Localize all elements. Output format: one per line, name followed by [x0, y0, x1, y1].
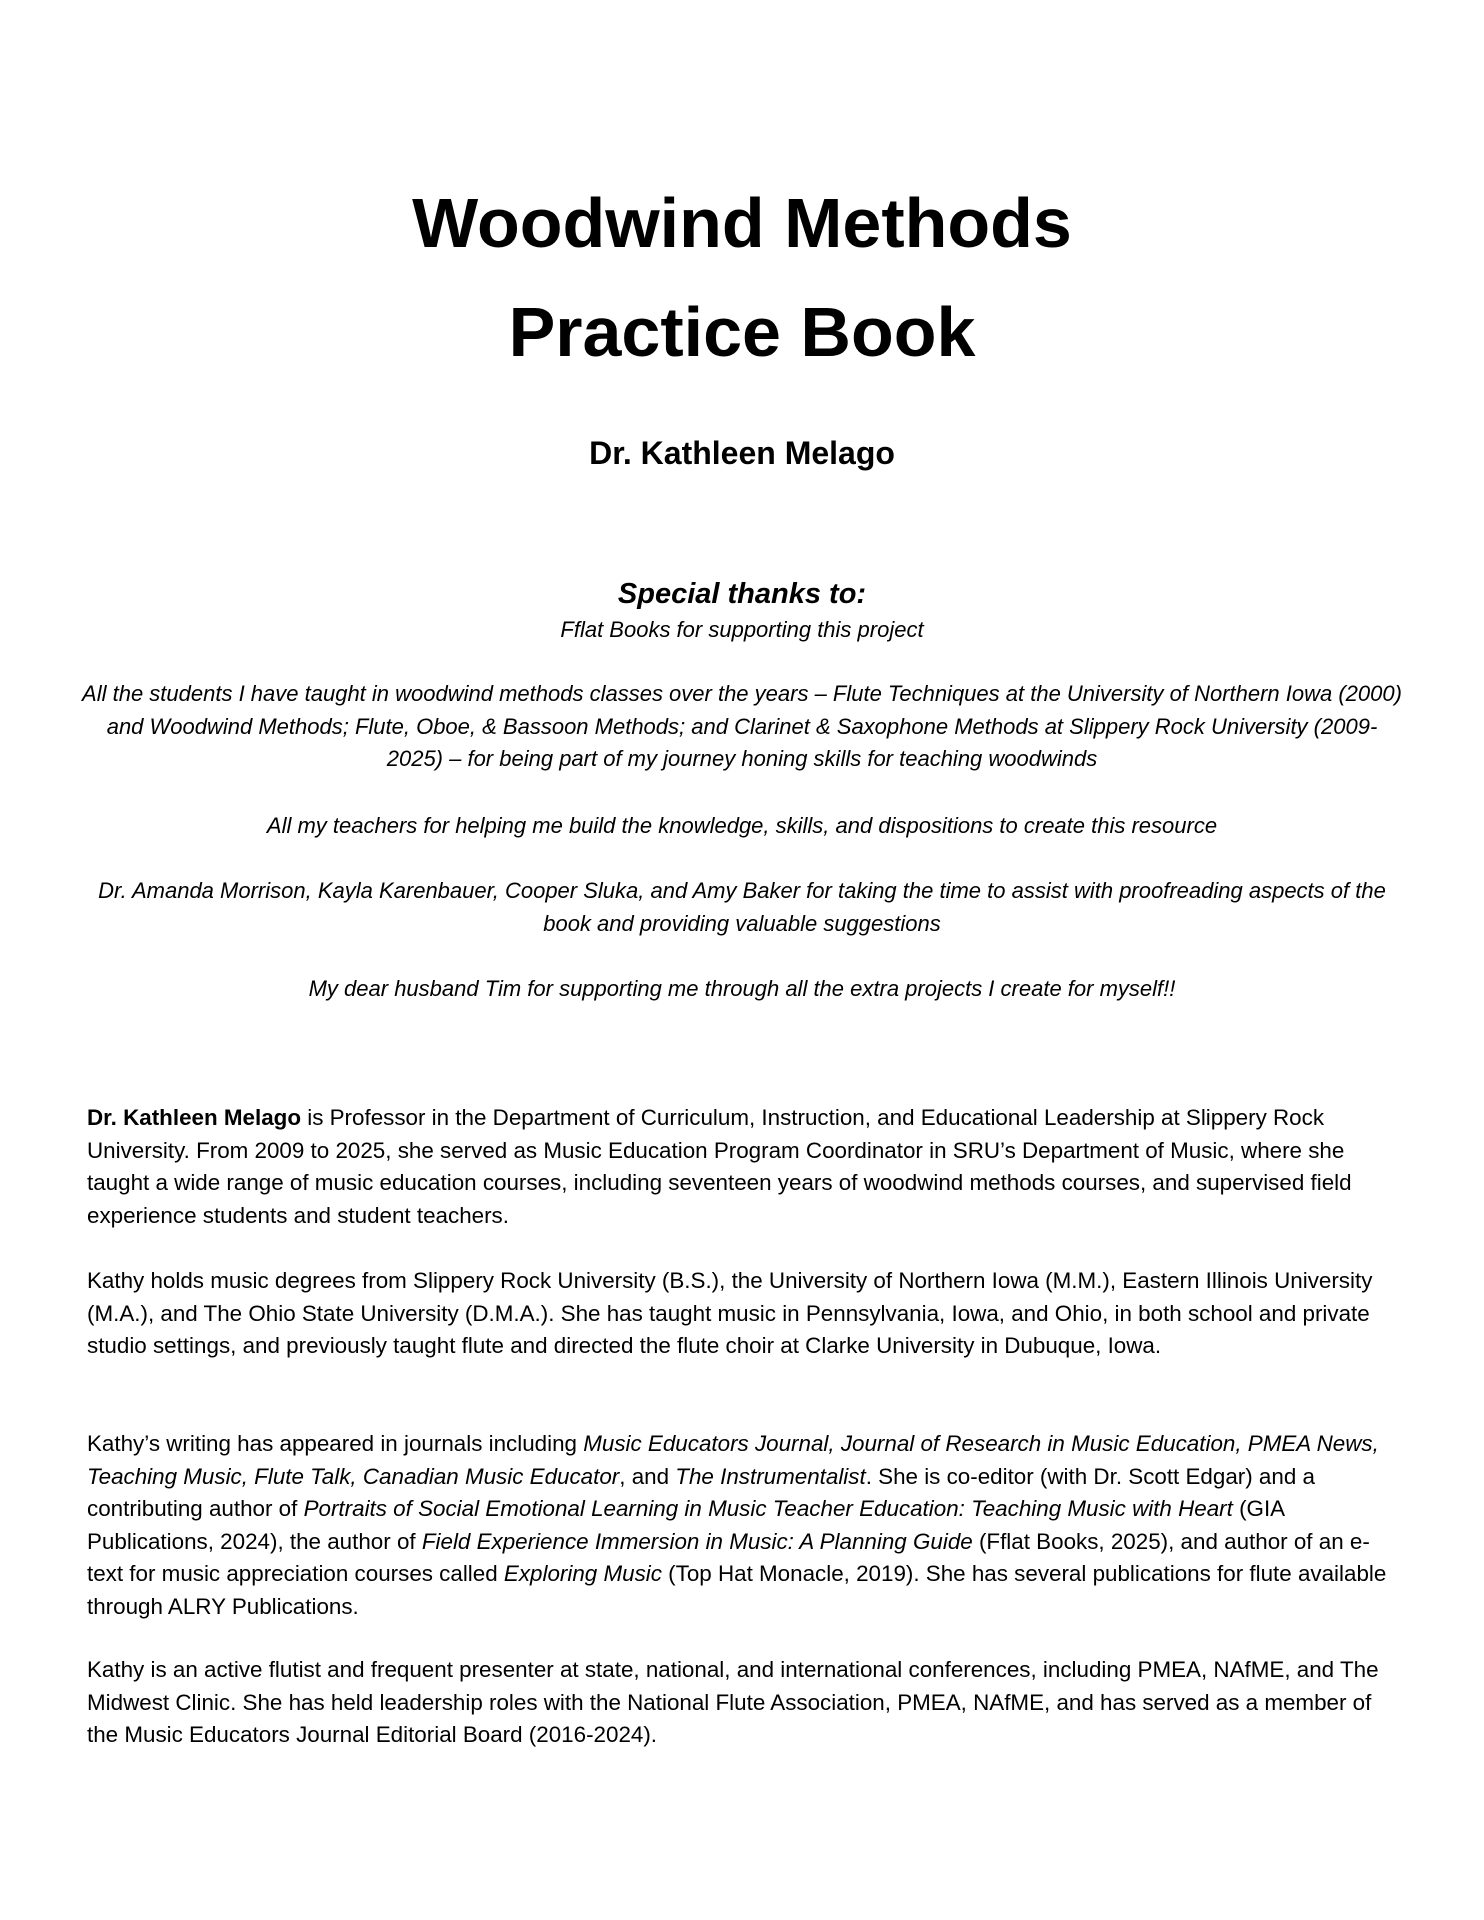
bio-text: . She is co-editor (with Dr. Scott Edgar) and a contributing author of: [87, 1463, 1315, 1521]
book-title: Exploring Music: [503, 1561, 662, 1586]
book-title-line-2: Practice Book: [508, 293, 976, 371]
bio-name: Dr. Kathleen Melago: [87, 1105, 302, 1130]
bio-paragraph-4: Kathy is an active flutist and frequent presenter at state, national, and international conferences, including PMEA, NAfME, and The Midwest Clinic. She has held leadership roles with the National Flute Association, PMEA, NAfME, and has served as a member of the Music Educators Journal Editorial Board (2016-2024).: [87, 1657, 1379, 1747]
acknowledgment-item: Fflat Books for supporting this project: [560, 617, 924, 642]
author-name: Dr. Kathleen Melago: [589, 435, 895, 471]
bio-text: (Fflat Books, 2025), and author of an e-text for music appreciation courses called: [87, 1528, 1370, 1586]
acknowledgment-item: My dear husband Tim for supporting me through all the extra projects I create for myself!!: [308, 976, 1176, 1001]
publication-titles: Music Educators Journal, Journal of Research in Music Education, PMEA News, Teaching Music, Flute Talk, Canadian Music Educator: [87, 1431, 1379, 1489]
acknowledgments-heading: Special thanks to:: [617, 578, 867, 610]
publication-title: The Instrumentalist: [675, 1463, 866, 1489]
bio-paragraph-3: [87, 1428, 1397, 1623]
bio-paragraph-1: [87, 1102, 1397, 1232]
book-title: Portraits of Social Emotional Learning in Music Teacher Education: Teaching Music with Heart: [303, 1496, 1233, 1521]
bio-text: is Professor in the Department of Curriculum, Instruction, and Educational Leadership at Slippery Rock University. From 2009 to 2025, she served as Music Education Program Coordinator in SRU’s Department of Music, where she taught a wide range of music education courses, including seventeen years of woodwind methods courses, and supervised field experience students and student teachers.: [87, 1105, 1352, 1228]
bio-text: , and: [619, 1463, 676, 1489]
book-title: Field Experience Immersion in Music: A Planning Guide: [421, 1528, 973, 1554]
acknowledgment-item: All the students I have taught in woodwind methods classes over the years – Flute Techniques at the University of Northern Iowa (2000) and Woodwind Methods; Flute, Oboe, & Bassoon Methods; and Clarinet & Saxophone Methods at Slippery Rock University (2009-2025) – for being part of my journey honing skills for teaching woodwinds: [82, 681, 1402, 771]
book-title-line-1: Woodwind Methods: [412, 184, 1072, 262]
bio-paragraph-2: Kathy holds music degrees from Slippery Rock University (B.S.), the University of Northern Iowa (M.M.), Eastern Illinois University (M.A.), and The Ohio State University (D.M.A.). She has taught music in Pennsylvania, Iowa, and Ohio, in both school and private studio settings, and previously taught flute and directed the flute choir at Clarke University in Dubuque, Iowa.: [87, 1268, 1373, 1358]
bio-text: (GIA Publications, 2024), the author of: [87, 1496, 1284, 1554]
acknowledgment-item: Dr. Amanda Morrison, Kayla Karenbauer, Cooper Sluka, and Amy Baker for taking the time to assist with proofreading aspects of the book and providing valuable suggestions: [98, 878, 1386, 936]
bio-text: Kathy’s writing has appeared in journals including: [87, 1431, 584, 1456]
bio-text: (Top Hat Monacle, 2019). She has several publications for flute available through ALRY Publications.: [87, 1561, 1387, 1619]
acknowledgment-item: All my teachers for helping me build the knowledge, skills, and dispositions to create this resource: [266, 813, 1218, 838]
